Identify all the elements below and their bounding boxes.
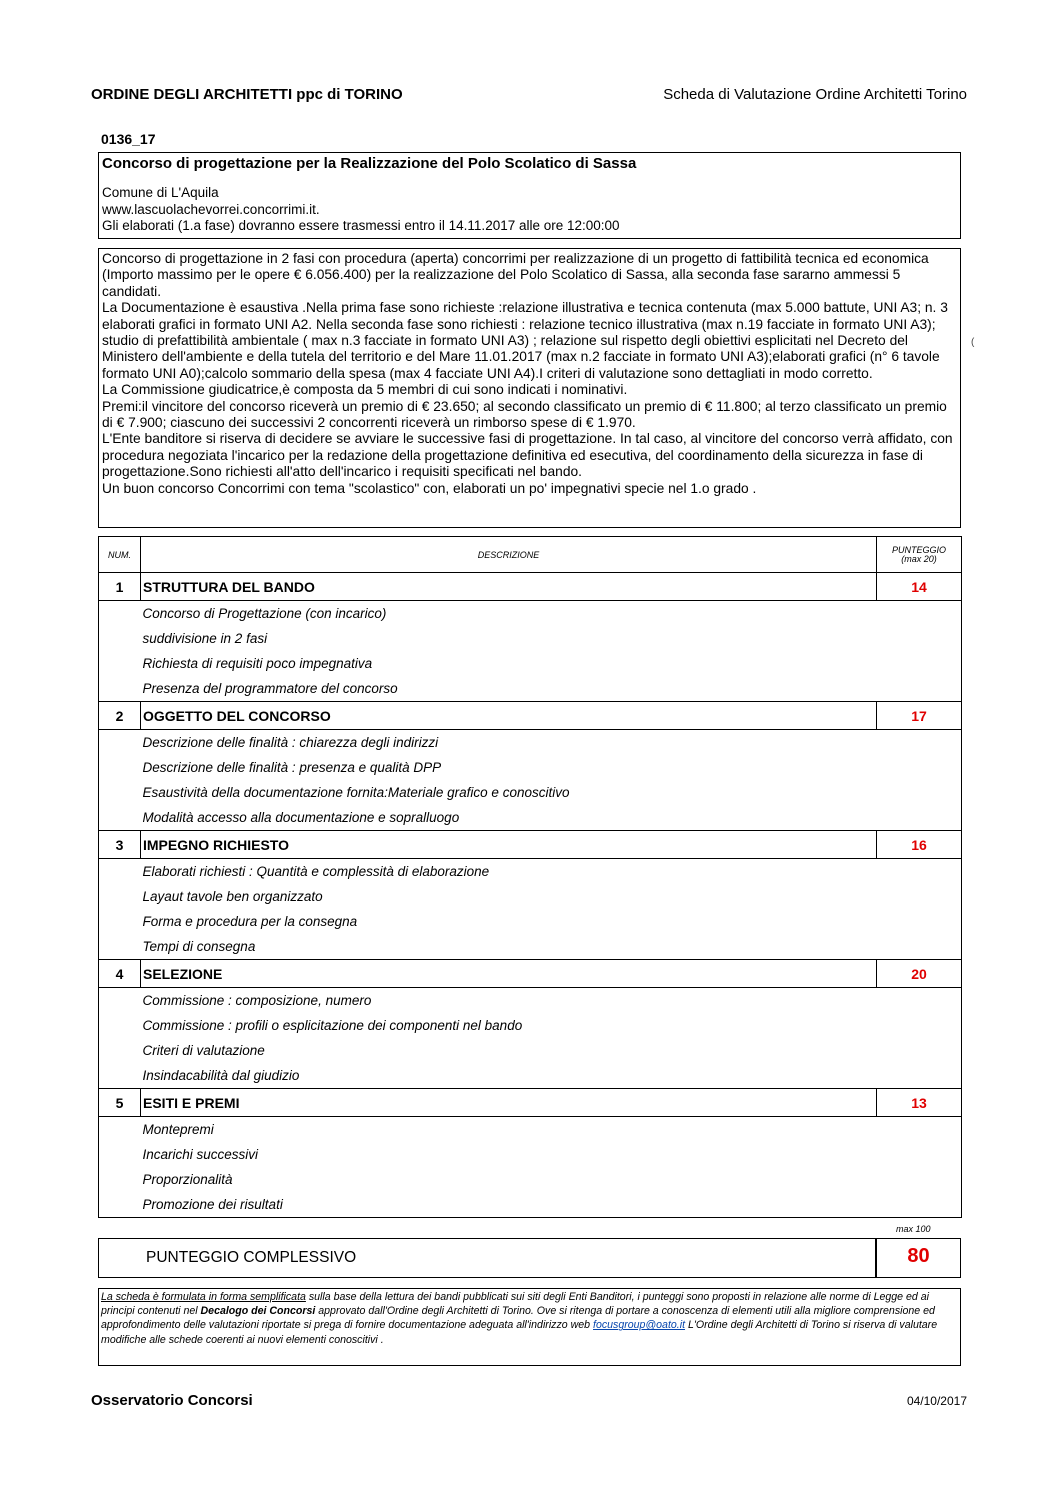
criterion-row <box>99 1038 962 1063</box>
criterion-cell <box>99 1013 141 1038</box>
criterion-text: Criteri di valutazione <box>141 1038 962 1063</box>
criterion-cell <box>99 780 141 805</box>
criterion-text: Promozione dei risultati <box>141 1192 962 1218</box>
criterion-cell <box>99 601 141 627</box>
criterion-cell <box>99 859 141 885</box>
description-paragraph: Un buon concorso Concorrimi con tema "scolastico" con, elaborati un po' impegnativi specie nel 1.o grado . <box>102 480 757 496</box>
criterion-text: Incarichi successivi <box>141 1142 962 1167</box>
criterion-row <box>99 730 962 756</box>
title-line: Gli elaborati (1.a fase) dovranno essere trasmessi entro il 14.11.2017 alle ore 12:00:00 <box>102 218 620 233</box>
criterion-text: Richiesta di requisiti poco impegnativa <box>141 651 962 676</box>
section-number: 3 <box>99 831 141 859</box>
competition-title: Concorso di progettazione per la Realizzazione del Polo Scolatico di Sassa <box>102 155 637 172</box>
criterion-cell <box>99 1142 141 1167</box>
criterion-row <box>99 909 962 934</box>
criterion-text: Elaborati richiesti : Quantità e complessità di elaborazione <box>141 859 962 885</box>
criterion-text: suddivisione in 2 fasi <box>141 626 962 651</box>
criterion-cell <box>99 730 141 756</box>
criterion-row <box>99 859 962 885</box>
section-number: 1 <box>99 573 141 601</box>
total-score: 80 <box>907 1245 930 1267</box>
title-box <box>98 152 961 239</box>
criterion-text: Descrizione delle finalità : chiarezza degli indirizzi <box>141 730 962 756</box>
criterion-text: Montepremi <box>141 1117 962 1143</box>
disclaimer-note <box>98 1288 961 1366</box>
note-underlined: La scheda è formulata in forma semplificata <box>101 1291 306 1303</box>
description-paragraph: L'Ente banditore si riserva di decidere se avviare le successive fasi di progettazione. In tal caso, al vincitore del concorso verrà affidato, con procedura negoziata l'incarico per la redazione della progettazione definitiva ed esecutiva, del coordinamento della sicurezza in fase di progettazione.Sono richiesti all'atto dell'incarico i requisiti specificati nel bando. <box>102 431 953 480</box>
side-mark: ( <box>971 337 975 348</box>
section-title: ESITI E PREMI <box>141 1089 877 1117</box>
criterion-text: Descrizione delle finalità : presenza e qualità DPP <box>141 755 962 780</box>
criterion-cell <box>99 1167 141 1192</box>
criterion-row <box>99 988 962 1014</box>
footer-date: 04/10/2017 <box>906 1394 967 1408</box>
criterion-row <box>99 1167 962 1192</box>
note-text: L'Ordine degli Architetti di Torino si riserva di valutare modifiche alle schede coerenti ai nuovi elementi conoscitivi . <box>101 1319 938 1346</box>
col-desc-header: DESCRIZIONE <box>141 537 877 573</box>
criterion-text: Tempi di consegna <box>141 934 962 960</box>
criterion-row <box>99 805 962 831</box>
criterion-text: Commissione : composizione, numero <box>141 988 962 1014</box>
criterion-row <box>99 1192 962 1218</box>
criterion-row <box>99 1142 962 1167</box>
section-score: 13 <box>877 1089 962 1117</box>
criterion-row <box>99 1013 962 1038</box>
criterion-cell <box>99 676 141 702</box>
section-title: STRUTTURA DEL BANDO <box>141 573 877 601</box>
section-score: 17 <box>877 702 962 730</box>
criterion-cell <box>99 651 141 676</box>
criterion-row <box>99 626 962 651</box>
criterion-text: Forma e procedura per la consegna <box>141 909 962 934</box>
col-num-header: NUM. <box>99 537 141 573</box>
criterion-row <box>99 651 962 676</box>
email-link[interactable]: focusgroup@oato.it <box>593 1319 686 1332</box>
criterion-row <box>99 1063 962 1089</box>
description-paragraph: Concorso di progettazione in 2 fasi con procedura (aperta) concorrimi per realizzazione di un progetto di fattibilità tecnica ed economica (Importo massimo per le opere € 6.056.400) per la realizzazione del Polo Scolatico di Sassa, alla seconda fase sararno ammessi 5 candidati. <box>102 251 929 299</box>
max-total-label: max 100 <box>896 1224 931 1234</box>
criterion-cell <box>99 988 141 1014</box>
criterion-cell <box>99 1192 141 1218</box>
note-bold: Decalogo dei Concorsi <box>200 1305 316 1318</box>
criterion-cell <box>99 909 141 934</box>
col-score-header <box>877 537 962 573</box>
col-score-label: PUNTEGGIO <box>891 544 946 555</box>
description-box <box>98 248 961 528</box>
title-line: Comune di L'Aquila <box>102 185 219 200</box>
criterion-text: Modalità accesso alla documentazione e sopralluogo <box>141 805 962 831</box>
criterion-cell <box>99 934 141 960</box>
section-row <box>99 960 962 988</box>
criterion-row <box>99 601 962 627</box>
section-row <box>99 573 962 601</box>
criterion-cell <box>99 1063 141 1089</box>
section-number: 5 <box>99 1089 141 1117</box>
criterion-text: Layaut tavole ben organizzato <box>141 884 962 909</box>
criterion-row <box>99 676 962 702</box>
criterion-cell <box>99 755 141 780</box>
criterion-cell <box>99 1117 141 1143</box>
title-line: www.lascuolachevorrei.concorrimi.it. <box>102 201 320 217</box>
evaluation-table <box>98 536 962 1218</box>
section-title: OGGETTO DEL CONCORSO <box>141 702 877 730</box>
criterion-text: Esaustività della documentazione fornita:Materiale grafico e conoscitivo <box>141 780 962 805</box>
criterion-row <box>99 1117 962 1143</box>
section-number: 2 <box>99 702 141 730</box>
description-paragraph: La Commissione giudicatrice,è composta da 5 membri di cui sono indicati i nominativi. <box>102 382 628 398</box>
criterion-text: Insindacabilità dal giudizio <box>141 1063 962 1089</box>
note-text: approvato dall'Ordine degli Architetti di Torino. Ove si ritenga di portare a conoscenza di elementi utili alla migliore comprensione ed approfondimento delle valutazioni riportate si prega di fornire documentazione adeguata all'indirizzo web <box>101 1305 935 1332</box>
criterion-cell <box>99 626 141 651</box>
section-score: 16 <box>877 831 962 859</box>
section-score: 20 <box>877 960 962 988</box>
criterion-cell <box>99 884 141 909</box>
table-header-row <box>99 537 962 573</box>
header-org: ORDINE DEGLI ARCHITETTI ppc di TORINO <box>91 86 403 103</box>
section-title: IMPEGNO RICHIESTO <box>141 831 877 859</box>
section-row <box>99 1089 962 1117</box>
criterion-row <box>99 884 962 909</box>
criterion-row <box>99 780 962 805</box>
criterion-text: Presenza del programmatore del concorso <box>141 676 962 702</box>
criterion-row <box>99 755 962 780</box>
section-number: 4 <box>99 960 141 988</box>
section-row <box>99 702 962 730</box>
criterion-cell <box>99 805 141 831</box>
header-doc-title: Scheda di Valutazione Ordine Architetti Torino <box>663 86 967 103</box>
footer-title: Osservatorio Concorsi <box>91 1392 253 1409</box>
total-label: PUNTEGGIO COMPLESSIVO <box>146 1249 357 1266</box>
section-title: SELEZIONE <box>141 960 877 988</box>
competition-code: 0136_17 <box>101 131 156 147</box>
section-score: 14 <box>877 573 962 601</box>
note-text: sulla base della lettura dei bandi pubblicati sui siti degli Enti Banditori, i punteggi sono proposti in relazione alle norme di Legge ed ai principi contenuti nel <box>101 1291 929 1318</box>
description-paragraph: Premi:il vincitore del concorso riceverà un premio di € 23.650; al secondo classificato un premio di € 11.800; al terzo classificato un premio di € 7.900; ciascuno dei successivi 2 concorrenti riceverà un rimborso spese di € 1.970. <box>102 398 947 431</box>
section-row <box>99 831 962 859</box>
criterion-cell <box>99 1038 141 1063</box>
criterion-text: Proporzionalità <box>141 1167 962 1192</box>
criterion-text: Commissione : profili o esplicitazione dei componenti nel bando <box>141 1013 962 1038</box>
description-paragraph: La Documentazione è esaustiva .Nella prima fase sono richieste :relazione illustrativa e tecnica contenuta (max 5.000 battute, UNI A3; n. 3 elaborati grafici in formato UNI A2. Nella seconda fase sono richiesti : relazione tecnico illustrativa (max n.19 facciate in formato UNI A3); studio di prefattibilità ambientale ( max n.3 facciate in formato UNI A3) ; relazione sul rispetto degli obiettivi esplicitati nel Decreto del Ministero dell'ambiente e della tutela del territorio e del Mare 11.01.2017 (max n.2 facciate in formato UNI A3);elaborati grafici (n° 6 tavole formato UNI A0);calcolo sommario della spesa (max 4 facciate UNI A4).I criteri di valutazione sono dettagliati in modo corretto. <box>102 300 948 381</box>
criterion-row <box>99 934 962 960</box>
criterion-text: Concorso di Progettazione (con incarico) <box>141 601 962 627</box>
col-score-max: (max 20) <box>901 553 937 564</box>
